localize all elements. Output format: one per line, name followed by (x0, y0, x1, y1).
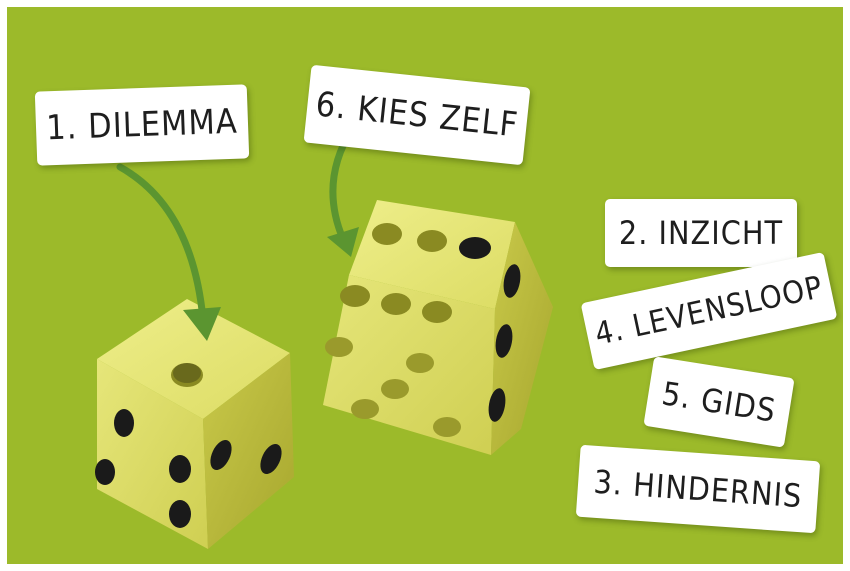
game-board (7, 7, 843, 564)
arrow-dilemma (120, 167, 203, 319)
card-hindernis-label: 3. HINDERNIS (592, 462, 804, 516)
card-kies-zelf-label: 6. KIES ZELF (313, 84, 521, 146)
card-dilemma-label: 1. DILEMMA (45, 101, 239, 149)
die-left[interactable] (95, 299, 294, 549)
card-gids-label: 5. GIDS (659, 374, 779, 430)
card-inzicht-label: 2. INZICHT (618, 214, 784, 252)
card-dilemma[interactable] (35, 84, 249, 165)
card-inzicht[interactable] (605, 199, 797, 267)
card-levensloop-label: 4. LEVENSLOOP (591, 269, 827, 353)
die-right[interactable] (323, 200, 553, 455)
